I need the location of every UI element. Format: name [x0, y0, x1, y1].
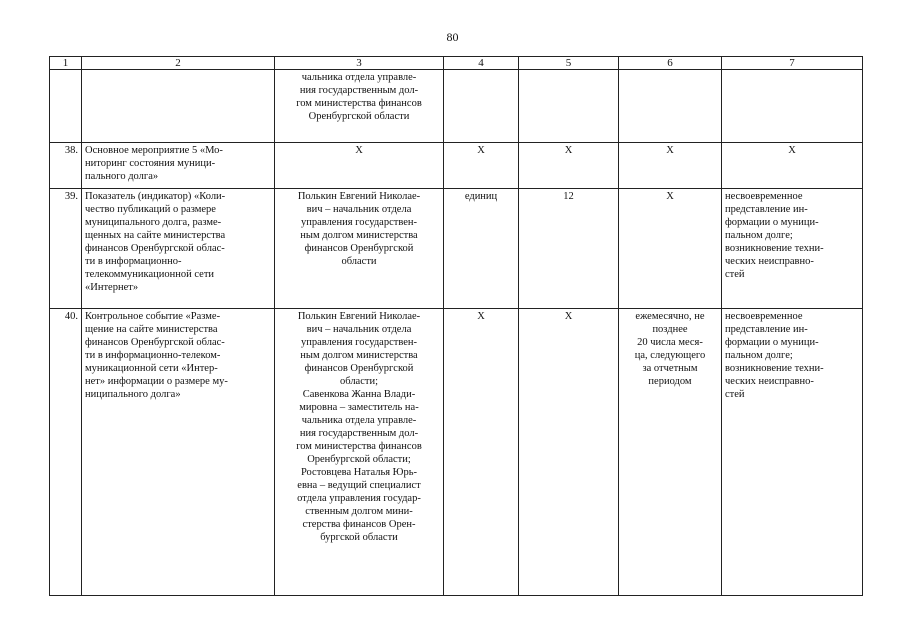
table-row — [50, 309, 863, 596]
table-row — [50, 143, 863, 189]
column-header-5: 5 — [519, 57, 619, 70]
unit-cell — [444, 70, 519, 143]
row-number: 40. — [50, 309, 82, 596]
row-number: 39. — [50, 189, 82, 309]
column-header-6: 6 — [619, 57, 722, 70]
value-cell: Х — [519, 309, 619, 596]
risks-cell: Х — [722, 143, 863, 189]
responsible-cell: Х — [275, 143, 444, 189]
value-cell — [519, 70, 619, 143]
value-cell: 12 — [519, 189, 619, 309]
column-header-4: 4 — [444, 57, 519, 70]
responsible-cell: Полькин Евгений Николае- вич – начальник отдела управления государствен- ным долгом министерства финансов Оренбургской области; Савенкова Жанна Влади- мировна – заместитель на- чальника отдела управле- ния государственным дол- гом министерства финансов Оренбургской области; Ростовцева Наталья Юрь- евна – ведущий специалист отдела управления государ- ственным долгом мини- стерства финансов Орен- бургской области — [275, 309, 444, 596]
row-number: 38. — [50, 143, 82, 189]
risks-cell — [722, 70, 863, 143]
event-name-cell: Контрольное событие «Разме- щение на сайте министерства финансов Оренбургской облас- ти в информационно-телеком- муникационной сети «Интер- нет» информации о размере му- ниципального долга» — [82, 309, 275, 596]
deadline-cell — [619, 70, 722, 143]
event-name-cell: Основное мероприятие 5 «Мо- ниторинг состояния муници- пального долга» — [82, 143, 275, 189]
table-header-row — [50, 57, 863, 70]
document-table — [49, 56, 863, 596]
unit-cell: Х — [444, 309, 519, 596]
event-name-cell: Показатель (индикатор) «Коли- чество публикаций о размере муниципального долга, разме- щенных на сайте министерства финансов Оренбургской облас- ти в информационно- телекоммуникационной сети «Интернет» — [82, 189, 275, 309]
column-header-3: 3 — [275, 57, 444, 70]
event-name-cell — [82, 70, 275, 143]
column-header-7: 7 — [722, 57, 863, 70]
risks-cell: несвоевременное представление ин- формации о муници- пальном долге; возникновение техни- ческих неисправно- стей — [722, 189, 863, 309]
unit-cell: единиц — [444, 189, 519, 309]
value-cell: Х — [519, 143, 619, 189]
responsible-cell: чальника отдела управле- ния государственным дол- гом министерства финансов Оренбургской области — [275, 70, 444, 143]
table-row — [50, 189, 863, 309]
page-number: 80 — [446, 30, 459, 44]
column-header-1: 1 — [50, 57, 82, 70]
deadline-cell: ежемесячно, не позднее 20 числа меся- ца, следующего за отчетным периодом — [619, 309, 722, 596]
risks-cell: несвоевременное представление ин- формации о муници- пальном долге; возникновение техни- ческих неисправно- стей — [722, 309, 863, 596]
unit-cell: Х — [444, 143, 519, 189]
column-header-2: 2 — [82, 57, 275, 70]
deadline-cell: Х — [619, 189, 722, 309]
deadline-cell: Х — [619, 143, 722, 189]
table-row — [50, 70, 863, 143]
row-number — [50, 70, 82, 143]
responsible-cell: Полькин Евгений Николае- вич – начальник отдела управления государствен- ным долгом министерства финансов Оренбургской области — [275, 189, 444, 309]
